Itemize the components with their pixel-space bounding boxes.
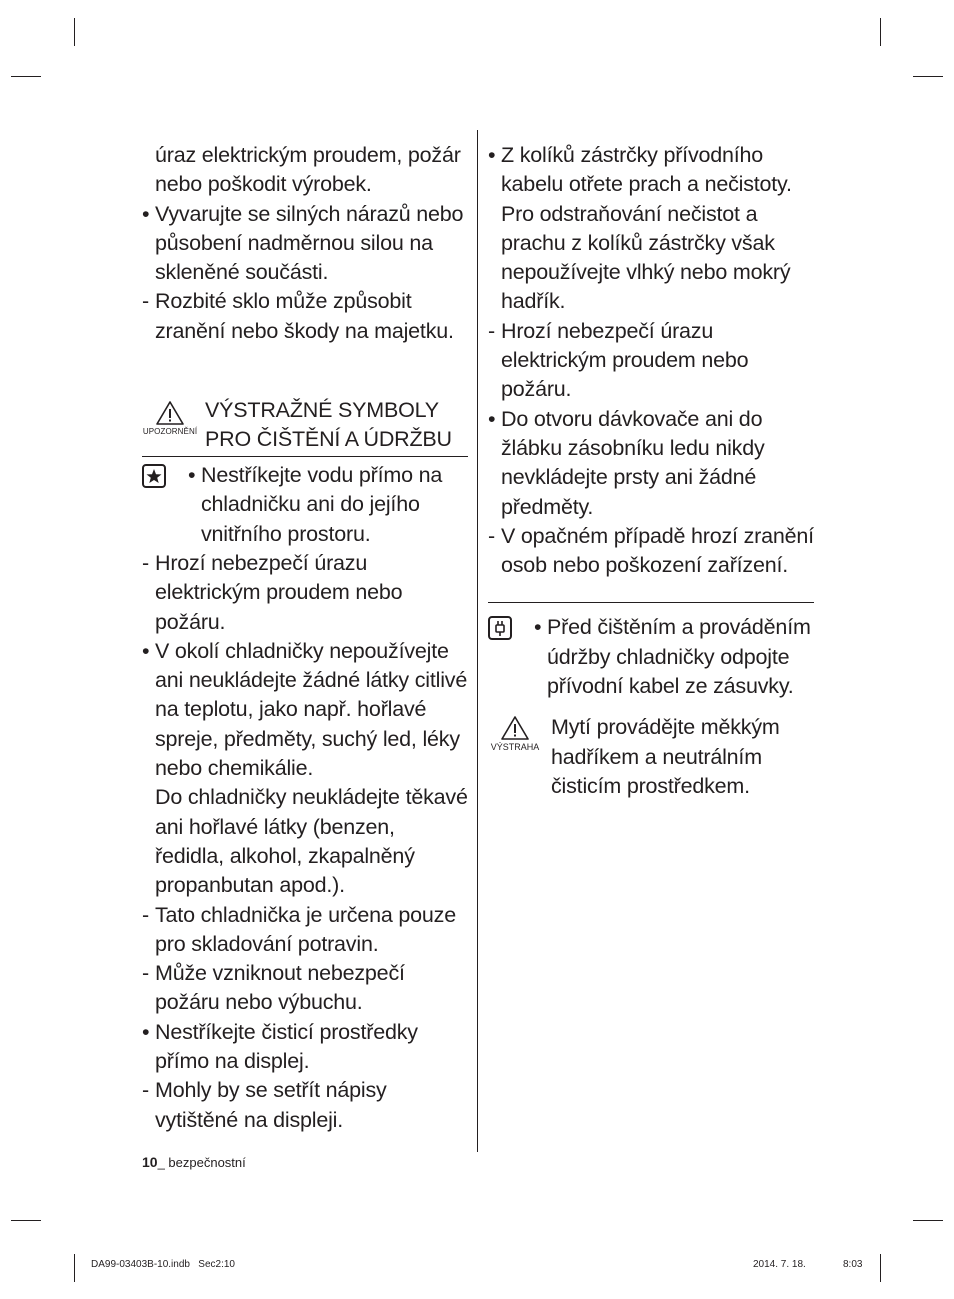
dash-marker: - (142, 961, 149, 986)
dash-text: Rozbité sklo může způsobit zranění nebo škody na majetku. (155, 289, 454, 343)
paragraph: Do chladničky neukládejte těkavé ani hořlavé látky (benzen, ředidla, alkohol, zkapalněný propanbutan apod.). (155, 785, 468, 898)
bullet-item: • Z kolíků zástrčky přívodního kabelu otřete prach a nečistoty. Pro odstraňování nečistot a prachu z kolíků zástrčky však nepoužívejte vlhký nebo mokrý hadřík. (488, 141, 814, 317)
dash-text: Může vzniknout nebezpečí požáru nebo výbuchu. (155, 961, 405, 1015)
caution-badge (488, 715, 542, 752)
crop-mark (74, 1254, 75, 1282)
left-column (142, 141, 468, 1135)
caution-note (488, 713, 814, 801)
dash-item (142, 549, 468, 637)
dash-item (142, 1076, 468, 1135)
page-footer (142, 1154, 246, 1170)
print-date: 2014. 7. 18. (753, 1259, 806, 1270)
crop-mark (74, 18, 75, 46)
dash-item (142, 287, 468, 346)
print-time: 8:03 (843, 1259, 863, 1270)
dash-marker: - (142, 289, 149, 314)
heading-line: PRO ČIŠTĚNÍ A ÚDRŽBU (205, 427, 452, 452)
warning-triangle-icon (500, 715, 530, 741)
dash-item (142, 901, 468, 960)
star-icon (142, 464, 166, 488)
heading-line: VÝSTRAŽNÉ SYMBOLY (205, 398, 439, 423)
star-note (142, 461, 468, 549)
footer-separator: _ (157, 1155, 169, 1170)
caution-text: Mytí provádějte měkkým hadříkem a neutrálním čisticím prostředkem. (551, 715, 780, 798)
bullet-item: • Do otvoru dávkovače ani do žlábku zásobníku ledu nikdy nevkládejte prsty ani žádné předměty. (488, 405, 814, 522)
spacer (142, 346, 468, 398)
caution-label: UPOZORNĚNÍ (142, 427, 198, 437)
crop-mark (880, 18, 881, 46)
dash-text: Hrozí nebezpečí úrazu elektrickým proudem nebo požáru. (501, 318, 749, 402)
unplug-icon (488, 616, 512, 640)
bullet-item: • Vyvarujte se silných nárazů nebo působení nadměrnou silou na skleněné součásti. (142, 200, 468, 288)
page-number: 10 (142, 1154, 158, 1170)
dash-marker: - (488, 523, 495, 548)
dash-marker: - (488, 318, 495, 343)
dash-text: Hrozí nebezpečí úrazu elektrickým proudem nebo požáru. (155, 550, 403, 634)
warning-triangle-icon (155, 400, 185, 426)
section-rule (488, 602, 814, 603)
unplug-note (488, 613, 814, 701)
heading-title (205, 396, 452, 454)
caution-badge (142, 400, 198, 436)
dash-text: V opačném případě hrozí zranění osob nebo poškození zařízení. (501, 523, 814, 578)
crop-mark (11, 76, 41, 77)
dash-marker: - (142, 550, 149, 575)
footer-section: bezpečnostní (168, 1155, 246, 1170)
bullet-item: • Nestříkejte vodu přímo na chladničku ani do jejího vnitřního prostoru. (188, 461, 468, 549)
dash-marker: - (142, 1078, 149, 1103)
crop-mark (11, 1220, 41, 1221)
dash-text: Mohly by se setřít nápisy vytištěné na displeji. (155, 1078, 387, 1132)
right-column (488, 141, 814, 801)
bullet-item: • Nestříkejte čisticí prostředky přímo na displej. (142, 1018, 468, 1077)
crop-mark (880, 1254, 881, 1282)
bullet-item: • Před čištěním a prováděním údržby chladničky odpojte přívodní kabel ze zásuvky. (534, 613, 814, 701)
dash-text: Tato chladnička je určena pouze pro skladování potravin. (155, 902, 456, 956)
paragraph: úraz elektrickým proudem, požár nebo poškodit výrobek. (155, 143, 461, 197)
dash-marker: - (142, 902, 149, 927)
dash-item (488, 317, 814, 405)
print-file-info: DA99-03403B-10.indb Sec2:10 (91, 1259, 235, 1270)
bullet-item: • V okolí chladničky nepoužívejte ani neukládejte žádné látky citlivé na teplotu, jako např. hořlavé spreje, předměty, suchý led, léky nebo chemikálie. (142, 637, 468, 783)
crop-mark (913, 1220, 943, 1221)
caution-label: VÝSTRAHA (490, 742, 540, 753)
dash-item (488, 522, 814, 581)
column-divider (477, 130, 478, 1152)
section-heading (142, 398, 468, 457)
dash-item (142, 959, 468, 1018)
crop-mark (913, 76, 943, 77)
